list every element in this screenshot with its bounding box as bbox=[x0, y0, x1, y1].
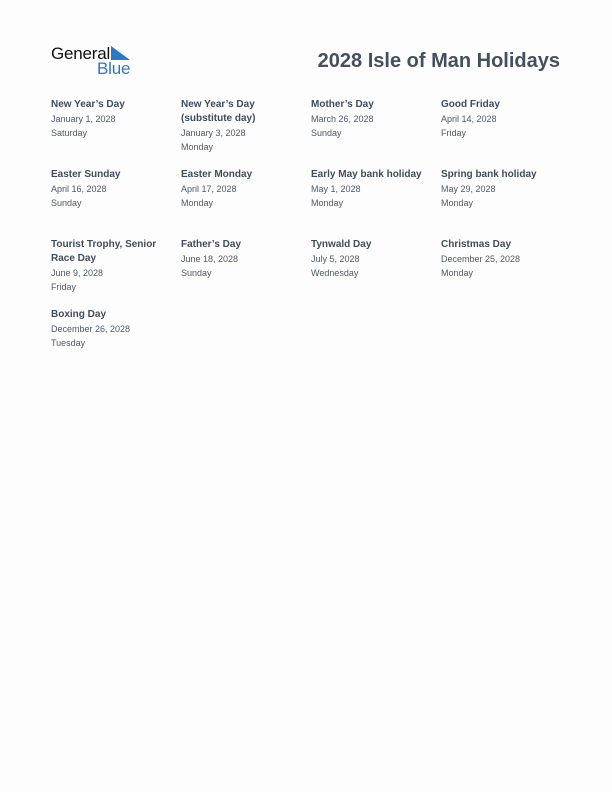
holiday-weekday: Sunday bbox=[181, 268, 212, 278]
holiday-name: Good Friday bbox=[441, 99, 500, 110]
holiday-weekday: Sunday bbox=[311, 128, 342, 138]
holiday-name: Father’s Day bbox=[181, 239, 242, 250]
holiday-name: Spring bank holiday bbox=[441, 169, 537, 180]
holiday-date: April 14, 2028 bbox=[441, 114, 497, 124]
holiday-item bbox=[51, 98, 176, 168]
logo-blue-text: Blue bbox=[97, 59, 131, 78]
holiday-name: Mother’s Day bbox=[311, 99, 374, 110]
holiday-name: Tourist Trophy, Senior Race Day bbox=[51, 239, 157, 264]
holiday-item bbox=[181, 238, 306, 308]
holiday-item bbox=[311, 238, 436, 308]
generalblue-logo bbox=[51, 44, 141, 78]
holiday-weekday: Monday bbox=[441, 268, 474, 278]
holiday-weekday: Monday bbox=[181, 142, 214, 152]
holiday-item bbox=[51, 238, 176, 308]
holiday-date: April 17, 2028 bbox=[181, 184, 237, 194]
holiday-weekday: Sunday bbox=[51, 198, 82, 208]
holiday-grid bbox=[51, 98, 571, 378]
holiday-date: June 18, 2028 bbox=[181, 254, 239, 264]
holiday-weekday: Saturday bbox=[51, 128, 88, 138]
holiday-name: Early May bank holiday bbox=[311, 169, 422, 180]
holiday-date: March 26, 2028 bbox=[311, 114, 374, 124]
holiday-weekday: Monday bbox=[311, 198, 344, 208]
holiday-name: Easter Sunday bbox=[51, 169, 121, 180]
holiday-name: Tynwald Day bbox=[311, 239, 372, 250]
holiday-name: Christmas Day bbox=[441, 239, 512, 250]
holiday-item bbox=[181, 98, 306, 168]
holiday-date: July 5, 2028 bbox=[311, 254, 360, 264]
holiday-item bbox=[441, 238, 566, 308]
holiday-item bbox=[441, 168, 566, 238]
holiday-date: May 1, 2028 bbox=[311, 184, 361, 194]
holiday-date: December 25, 2028 bbox=[441, 254, 521, 264]
holiday-weekday: Wednesday bbox=[311, 268, 359, 278]
holiday-weekday: Friday bbox=[441, 128, 467, 138]
holiday-date: April 16, 2028 bbox=[51, 184, 107, 194]
holiday-weekday: Monday bbox=[181, 198, 214, 208]
holiday-item bbox=[181, 168, 306, 238]
holiday-weekday: Tuesday bbox=[51, 338, 86, 348]
holiday-item bbox=[51, 308, 176, 378]
holiday-item bbox=[311, 98, 436, 168]
holiday-weekday: Monday bbox=[441, 198, 474, 208]
holiday-date: January 3, 2028 bbox=[181, 128, 246, 138]
holiday-item bbox=[311, 168, 436, 238]
holiday-date: May 29, 2028 bbox=[441, 184, 496, 194]
page-title: 2028 Isle of Man Holidays bbox=[317, 50, 560, 72]
holiday-item bbox=[441, 98, 566, 168]
holiday-name: Easter Monday bbox=[181, 169, 253, 180]
holiday-weekday: Friday bbox=[51, 282, 77, 292]
holiday-name: Boxing Day bbox=[51, 309, 107, 320]
holiday-name: New Year’s Day (substitute day) bbox=[181, 99, 256, 124]
holiday-item bbox=[51, 168, 176, 238]
logo-general-text: General bbox=[51, 44, 111, 63]
holiday-date: December 26, 2028 bbox=[51, 324, 131, 334]
holiday-date: January 1, 2028 bbox=[51, 114, 116, 124]
holiday-name: New Year’s Day bbox=[51, 99, 125, 110]
holiday-date: June 9, 2028 bbox=[51, 268, 104, 278]
blue-flag-triangle-icon bbox=[111, 46, 130, 60]
